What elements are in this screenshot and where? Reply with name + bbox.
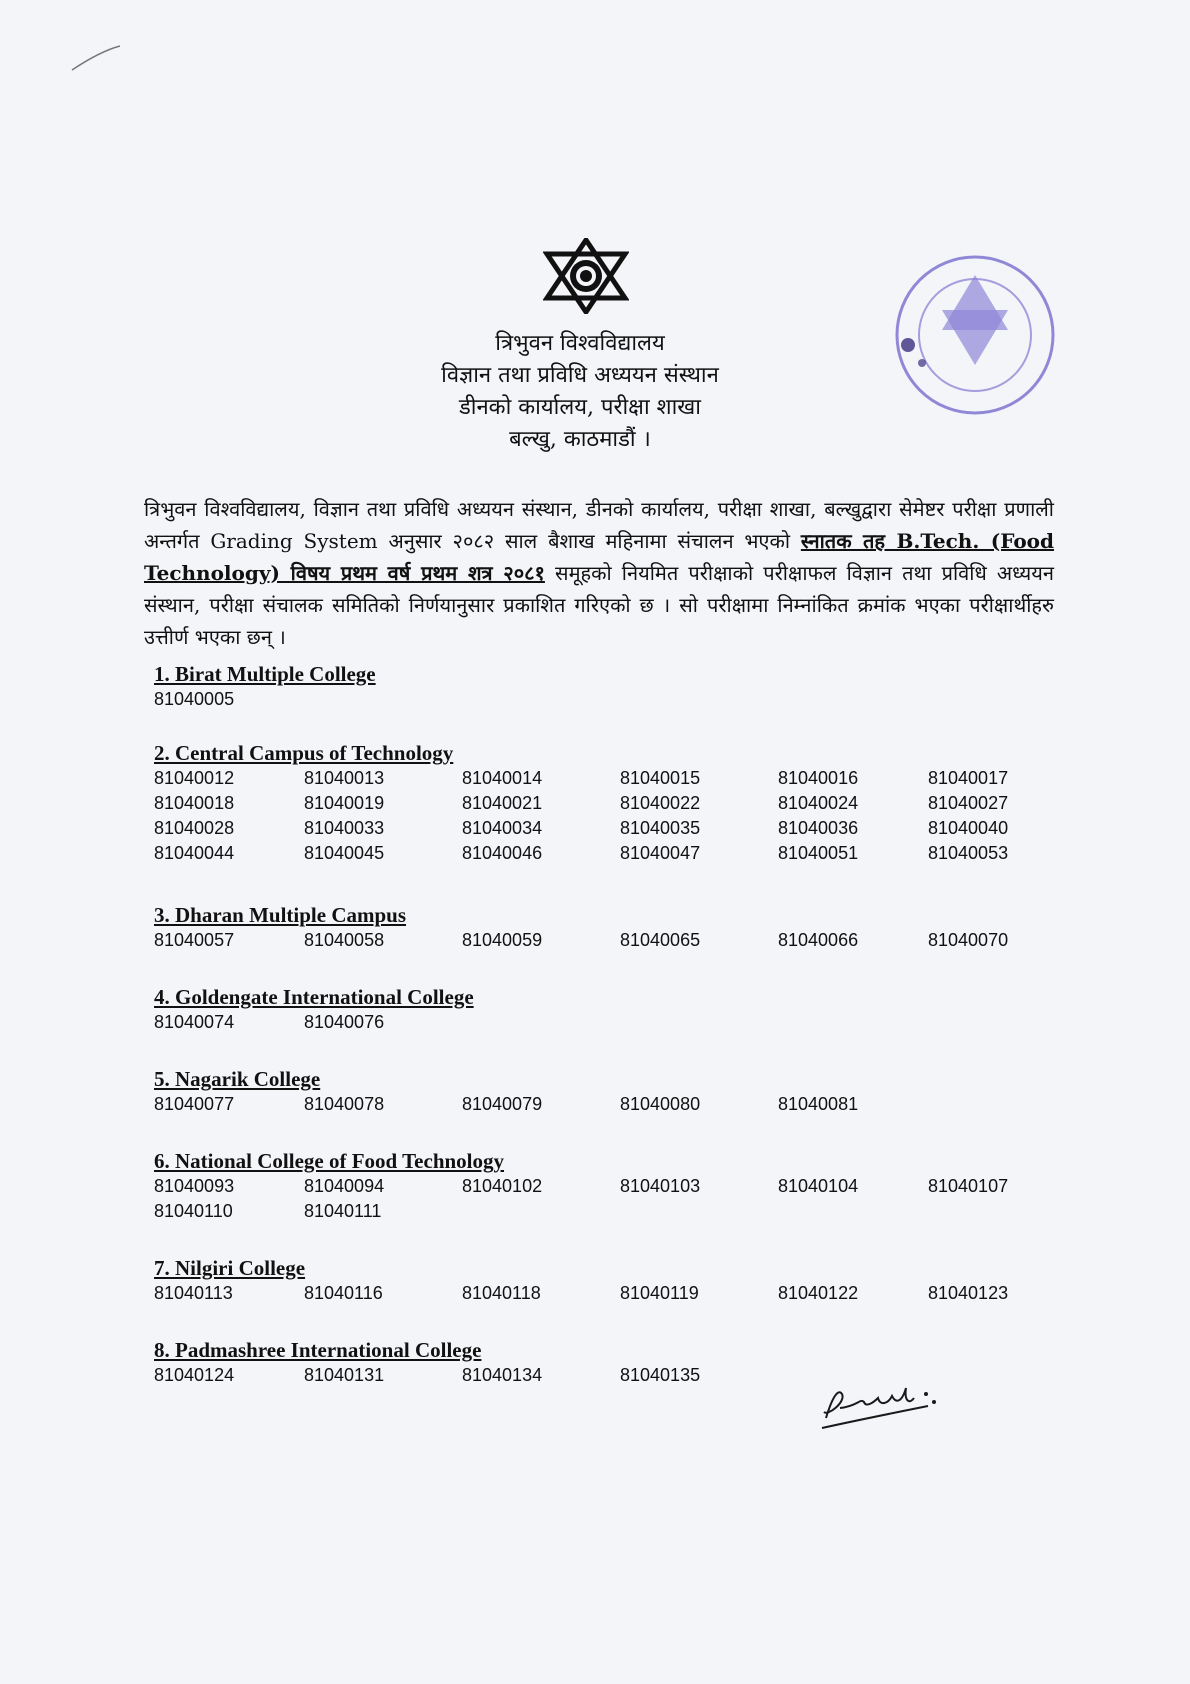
- roll-number: 81040093: [154, 1176, 235, 1196]
- roll-list: [154, 1010, 1054, 1035]
- roll-number: 81040074: [154, 1012, 235, 1032]
- roll-number: 81040113: [154, 1283, 233, 1303]
- college-title: 2. Central Campus of Technology: [154, 741, 454, 765]
- roll-number: 81040122: [778, 1283, 859, 1303]
- roll-number: 81040019: [304, 793, 385, 813]
- roll-number: 81040016: [778, 768, 859, 788]
- roll-number: 81040051: [778, 843, 859, 863]
- roll-number: 81040021: [462, 793, 543, 813]
- roll-number: 81040123: [928, 1283, 1009, 1303]
- notice-text-part2: समूहको नियमित परीक्षाको परीक्षाफल विज्ञान तथा प्रविधि अध्ययन संस्थान, परीक्षा संचालक समितिको निर्णयानुसार प्रकाशित गरिएको छ । सो परीक्षामा निम्नांकित क्रमांक भएका परीक्षार्थीहरु उत्तीर्ण भएका छन् ।: [144, 561, 1054, 649]
- college-section: [154, 740, 1054, 866]
- roll-number: 81040053: [928, 843, 1009, 863]
- roll-number: 81040116: [304, 1283, 383, 1303]
- roll-number: 81040057: [154, 930, 235, 950]
- roll-number: 81040078: [304, 1094, 385, 1114]
- roll-number: 81040124: [154, 1365, 235, 1385]
- roll-number: 81040070: [928, 930, 1009, 950]
- roll-number: 81040024: [778, 793, 859, 813]
- roll-number: 81040058: [304, 930, 385, 950]
- roll-number: 81040046: [462, 843, 543, 863]
- roll-number: 81040022: [620, 793, 701, 813]
- pen-mark: [70, 40, 130, 80]
- roll-number: 81040018: [154, 793, 235, 813]
- result-notice-paragraph: [144, 493, 1054, 653]
- roll-number: 81040040: [928, 818, 1009, 838]
- roll-number: 81040079: [462, 1094, 543, 1114]
- roll-number: 81040005: [154, 689, 235, 709]
- university-logo-icon: [543, 238, 629, 314]
- roll-number: 81040027: [928, 793, 1009, 813]
- roll-number: 81040081: [778, 1094, 859, 1114]
- roll-number: 81040047: [620, 843, 701, 863]
- roll-list: [154, 687, 1054, 712]
- roll-number: 81040131: [304, 1365, 385, 1385]
- college-title: 5. Nagarik College: [154, 1067, 321, 1091]
- college-section: [154, 984, 1054, 1035]
- roll-number: 81040045: [304, 843, 385, 863]
- college-section: [154, 902, 1054, 953]
- roll-number: 81040013: [304, 768, 385, 788]
- college-section: [154, 1255, 1054, 1306]
- roll-number: 81040036: [778, 818, 859, 838]
- roll-number: 81040076: [304, 1012, 385, 1032]
- roll-number: 81040012: [154, 768, 235, 788]
- college-title: 7. Nilgiri College: [154, 1256, 306, 1280]
- roll-number: 81040119: [620, 1283, 699, 1303]
- college-title: 8. Padmashree International College: [154, 1338, 482, 1362]
- roll-number: 81040118: [462, 1283, 541, 1303]
- college-title: 1. Birat Multiple College: [154, 662, 376, 686]
- roll-number: 81040066: [778, 930, 859, 950]
- official-stamp: [880, 235, 1070, 435]
- institution-header: [360, 328, 800, 456]
- roll-number: 81040110: [154, 1201, 233, 1221]
- header-institute: विज्ञान तथा प्रविधि अध्ययन संस्थान: [441, 363, 719, 388]
- college-title: 4. Goldengate International College: [154, 985, 474, 1009]
- roll-list: [154, 928, 1054, 953]
- roll-list: [154, 1092, 1054, 1117]
- roll-list: [154, 1281, 1054, 1306]
- header-location: बल्खु, काठमाडौं ।: [509, 427, 651, 452]
- roll-number: 81040015: [620, 768, 701, 788]
- roll-number: 81040111: [304, 1201, 382, 1221]
- roll-number: 81040034: [462, 818, 543, 838]
- roll-number: 81040014: [462, 768, 543, 788]
- college-section: [154, 661, 1054, 712]
- roll-number: 81040104: [778, 1176, 859, 1196]
- college-title: 3. Dharan Multiple Campus: [154, 903, 407, 927]
- header-university: त्रिभुवन विश्वविद्यालय: [495, 331, 665, 356]
- roll-number: 81040028: [154, 818, 235, 838]
- roll-number: 81040094: [304, 1176, 385, 1196]
- roll-list: [154, 1174, 1054, 1224]
- roll-list: [154, 766, 1054, 866]
- program-highlight: स्नातक तह B.Tech. (Food Technology) विषय प्रथम वर्ष प्रथम शत्र २०८१: [144, 529, 1054, 585]
- roll-number: 81040134: [462, 1365, 543, 1385]
- roll-number: 81040103: [620, 1176, 701, 1196]
- roll-number: 81040033: [304, 818, 385, 838]
- college-section: [154, 1066, 1054, 1117]
- roll-number: 81040017: [928, 768, 1009, 788]
- roll-number: 81040080: [620, 1094, 701, 1114]
- college-title: 6. National College of Food Technology: [154, 1149, 505, 1173]
- roll-number: 81040059: [462, 930, 543, 950]
- header-office: डीनको कार्यालय, परीक्षा शाखा: [459, 395, 701, 420]
- roll-number: 81040107: [928, 1176, 1009, 1196]
- roll-number: 81040065: [620, 930, 701, 950]
- roll-number: 81040102: [462, 1176, 543, 1196]
- roll-number: 81040077: [154, 1094, 235, 1114]
- notice-text-part1: त्रिभुवन विश्वविद्यालय, विज्ञान तथा प्रविधि अध्ययन संस्थान, डीनको कार्यालय, परीक्षा शाखा, बल्खुद्वारा सेमेष्टर परीक्षा प्रणाली अन्तर्गत Grading System अनुसार २०८२ साल बैशाख महिनामा संचालन भएको: [144, 497, 1054, 553]
- roll-number: 81040035: [620, 818, 701, 838]
- signature: [818, 1368, 948, 1438]
- college-section: [154, 1148, 1054, 1224]
- roll-number: 81040135: [620, 1365, 701, 1385]
- roll-number: 81040044: [154, 843, 235, 863]
